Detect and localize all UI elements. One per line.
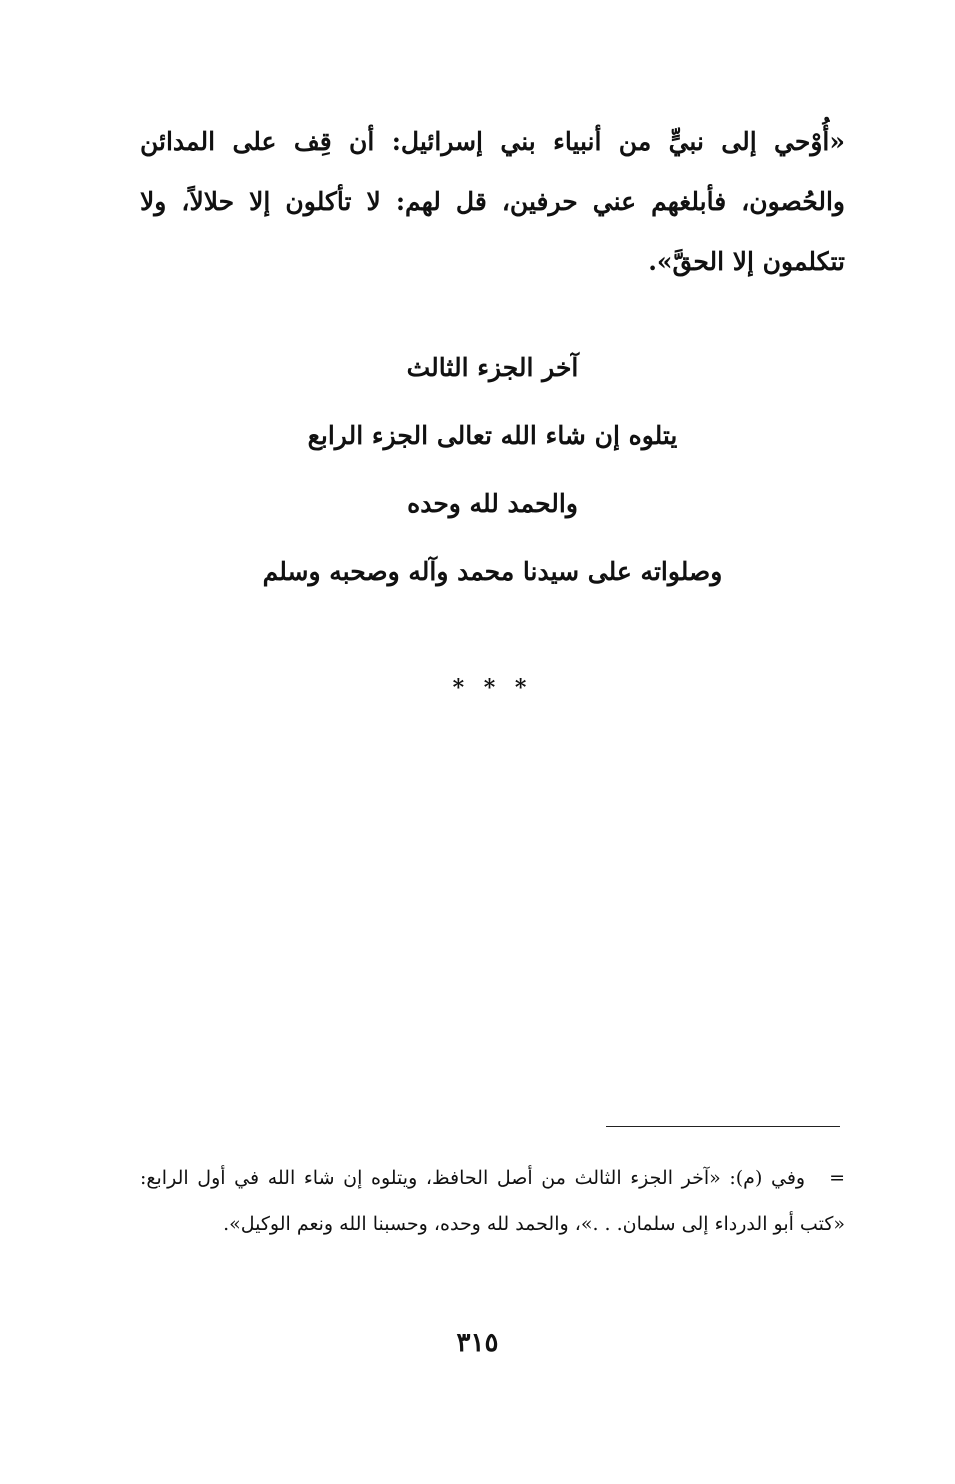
- footnote-continuation-marker: =: [829, 1167, 845, 1189]
- colophon-end-of-part: آخر الجزء الثالث: [406, 353, 579, 382]
- colophon-blessing: وصلواته على سيدنا محمد وآله وصحبه وسلم: [262, 557, 723, 586]
- colophon: [140, 348, 845, 620]
- footnote-text: وفي (م): «آخر الجزء الثالث من أصل الحافظ، ويتلوه إن شاء الله في أول الرابع: «كتب أبو الدرداء إلى سلمان. . .»، والحمد لله وحده، وحسبنا الله ونعم الوكيل».: [140, 1167, 845, 1235]
- section-separator: * * *: [452, 675, 533, 701]
- colophon-next-part: يتلوه إن شاء الله تعالى الجزء الرابع: [307, 421, 678, 450]
- page-number: ٣١٥: [456, 1328, 499, 1358]
- footnote-divider: [606, 1126, 840, 1127]
- hadith-paragraph: «أُوْحي إلى نبيٍّ من أنبياء بني إسرائيل: أن قِف على المدائن والحُصون، فأبلغهم عني حرفين، قل لهم: لا تأكلون إلا حلالاً، ولا تتكلمون إلا الحقَّ».: [140, 127, 845, 276]
- footnote: [140, 1155, 845, 1247]
- colophon-praise: والحمد لله وحده: [407, 489, 578, 518]
